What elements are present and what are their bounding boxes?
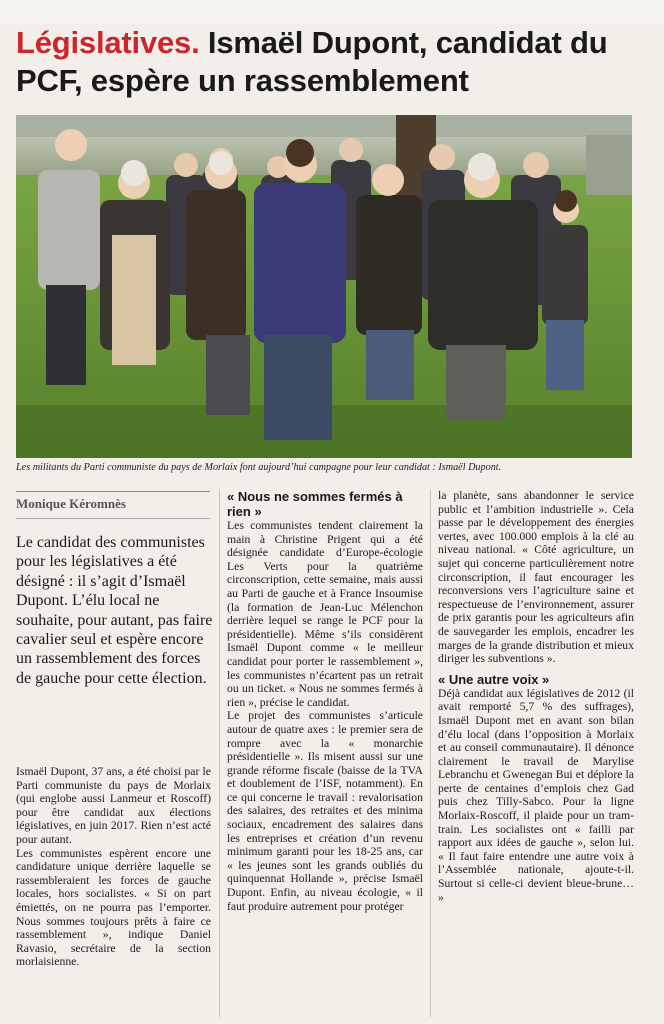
byline-divider-top [16, 491, 210, 492]
page-top-strip [0, 0, 664, 24]
subheading-une-autre-voix: « Une autre voix » [438, 671, 550, 687]
background-buildings [16, 115, 632, 137]
column-1-body: Ismaël Dupont, 37 ans, a été choisi par le Parti communiste du pays de Morlaix (qui englobe aussi Lanmeur et Roscoff) pour être candidat aux élections législatives, en juin 2017. Rien n’est acté pour autant. Les communistes espèrent encore une candidature unique derrière laquelle se rassembleraient les forces de gauche locales, hors socialistes. « Si on part émiettés, on ne pourra pas l’emporter. Nous sommes toujours prêts à faire ce rassemblement », indique Daniel Ravasio, secrétaire de la section morlaisienne. [16, 765, 211, 969]
article-lead: Le candidat des communistes pour les législatives a été désigné : il s’agit d’Ismaël Dupont. L’élu local ne souhaite, pour autant, pas faire cavalier seul et espère encore un rassemblement des forces de gauche pour cette élection. [16, 534, 213, 687]
author-byline: Monique Kéromnès [16, 496, 126, 511]
stairs [586, 135, 632, 195]
column-3-body-b: Déjà candidat aux législatives de 2012 (il avait remporté 5,7 % des suffrages), Ismaël Dupont met en avant son bilan d’élu local (dans l’opposition à Morlaix et au conseil communautaire). Il dénonce clairement le travail de Marylise Lebranchu et Gwenegan Bui et déplore la perte de centaines d’emplois chez Gad puis chez Tilly-Sabco. Pour la ligne Morlaix-Roscoff, il plaide pour un tram-train. Les socialistes ont « failli par rapport aux idées de gauche », selon lui. « Il faut faire entendre une autre voix à l’Assemblée nationale, ajoute-t-il. Surtout si celle-ci devient bleue-brune… » [438, 686, 634, 904]
column-divider-1 [219, 489, 220, 1017]
headline-text: Ismaël Dupont, candidat du PCF, espère un rassemblement [16, 25, 608, 98]
column-3-body-a: la planète, sans abandonner le service public et l’ambition industrielle ». Cela passe par le développement des énergies vertes, avec 100.000 emplois à la clé au niveau national. « Côté agriculture, un sujet qui concerne particulièrement notre circonscription, il faut encourager les reconversions vers l’agriculture saine et respectueuse de l’environnement, assurer de prix garantis pour les agriculteurs afin de sauvegarder les emplois, encadrer les marges de la grande distribution et mieux diriger les subventions ». [438, 489, 634, 666]
article-column-3 [438, 489, 634, 904]
headline-kicker: Législatives. [16, 25, 200, 60]
article-headline [16, 24, 652, 100]
byline-divider-bottom [16, 518, 210, 519]
group-photo-illustration [16, 115, 632, 458]
column-2-body: Les communistes tendent clairement la main à Christine Prigent qui a été désignée candidate d’Europe-écologie Les Verts pour la quatrième circonscription, cette semaine, mais aussi au Parti de gauche et à France Insoumise (la formation de Jean-Luc Mélenchon derrière lequel se range le PCF pour la présidentielle). Même s’ils considèrent Ismaël Dupont comme « le meilleur candidat pour porter le rassemblement », les communistes n’écartent pas un retrait ou un ticket. « Nous ne sommes fermés à rien », précise le candidat. Le projet des communistes s’articule autour de quatre axes : le premier sera de rompre avec la « monarchie présidentielle ». Ils misent aussi sur une grande réforme fiscale (baisse de la TVA et doublement de l’ISF, notamment). En ce qui concerne le travail : revalorisation des salaires, des retraites et des minima sociaux, encadrement des salaires dans les entreprises et création d’un revenu minimum garanti pour les 18-25 ans, car « les jeunes sont les grands oubliés du quinquennat Hollande », précise Ismaël Dupont. Enfin, au niveau écologie, « il faut produire autrement pour protéger [227, 519, 423, 913]
photo-caption: Les militants du Parti communiste du pays de Morlaix font aujourd’hui campagne pour leur candidat : Ismaël Dupont. [16, 462, 502, 473]
group-photo [16, 115, 632, 458]
article-column-2 [227, 489, 423, 913]
subheading-nous-ne-sommes-fermes: « Nous ne sommes fermés à rien » [227, 489, 403, 519]
article-column-1 [16, 765, 211, 969]
column-divider-2 [430, 489, 431, 1017]
